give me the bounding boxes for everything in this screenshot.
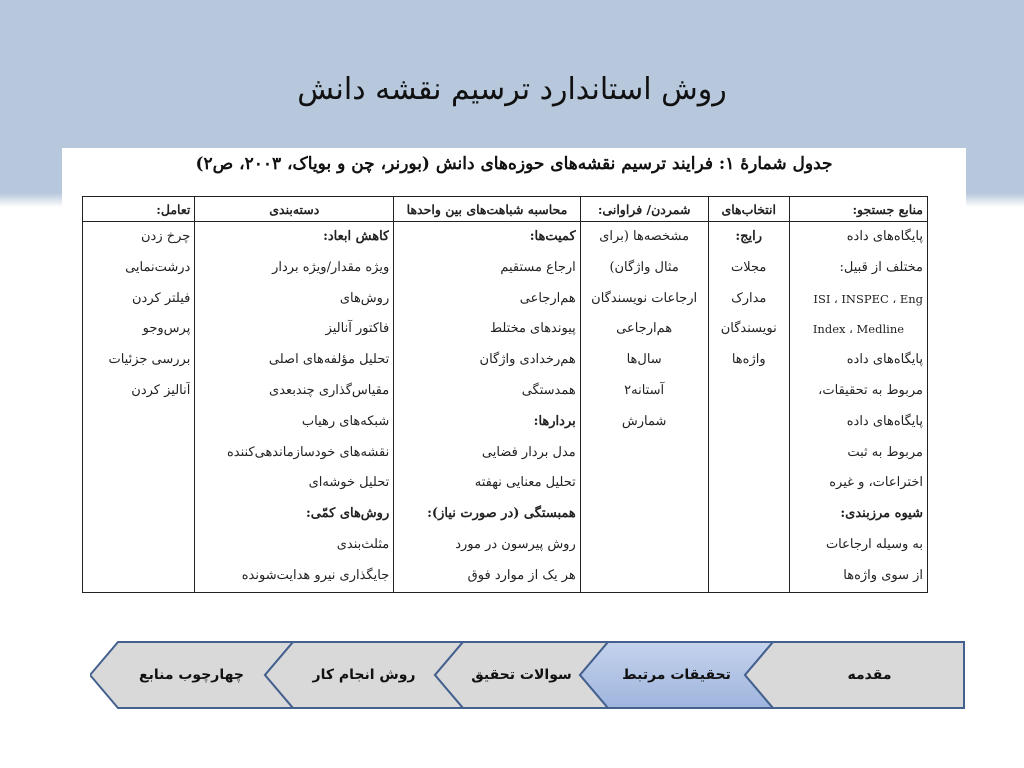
table-cell-line: آستانه۲ [624,382,665,398]
table-cell-line: پرس‌وجو [142,321,191,337]
table-cell-line: ویژه مقدار/ویژه بردار [272,259,390,275]
slide-title: روش استاندارد ترسیم نقشه دانش [297,72,727,107]
table-cell-line: روش‌های [339,290,390,306]
table-cell-line: فیلتر کردن [131,290,191,306]
table-cell-line: ارجاع مستقیم [500,259,576,275]
table-cell-line: مشخصه‌ها (برای [599,229,690,244]
nav-item-related-work[interactable]: تحقیقات مرتبط [622,667,731,683]
table-cell-heading: بردارها: [533,413,576,429]
table-cell-line: بررسی جزئیات [108,352,191,368]
table-cell-line: از سوی واژه‌ها [843,567,923,583]
nav-item-research-questions[interactable]: سوالات تحقیق [471,667,572,683]
table-cell-line: هر یک از موارد فوق [467,567,576,583]
column-classification [195,222,394,593]
table-cell-line: چرخ زدن [141,229,191,244]
table-cell-line: مثال واژگان) [609,259,679,275]
nav-item-sources-framework[interactable]: چهارچوب منابع [139,667,244,683]
column-similarity [394,222,581,593]
table-body-row [83,222,928,593]
column-search-sources [789,222,927,593]
table-cell-line: مختلف از قبیل: [839,259,923,275]
table-cell-line: تحلیل معنایی نهفته [474,475,576,491]
table-cell-heading: روش‌های کمّی: [305,506,390,522]
column-choices [708,222,789,593]
table-cell-line: پایگاه‌های داده [846,229,923,244]
table-cell-line: نقشه‌های خودسازماندهی‌کننده [226,444,390,460]
table-cell-line: ISI ، INSPEC ، Eng [813,291,923,306]
knowledge-map-table [82,196,928,593]
table-cell-line: به وسیله ارجاعات [825,536,923,552]
table-cell-line: پایگاه‌های داده [846,413,923,429]
table-cell-line: آنالیز کردن [131,382,191,398]
table-cell-line: شبکه‌های رهیاب [301,413,390,429]
table-cell-line: ارجاعات نویسندگان [591,290,698,306]
column-counting [580,222,708,593]
header-choices: انتخاب‌های [708,197,789,222]
table-cell-line: اختراعات، و غیره [829,475,923,491]
header-counting: شمردن/ فراوانی: [580,197,708,222]
table-cell-heading: کاهش ابعاد: [323,229,390,244]
column-interaction [83,222,195,593]
table-cell-line: مدل بردار فضایی [481,444,576,460]
table-cell-line: مقیاس‌گذاری چندبعدی [269,382,390,398]
table-cell-line: واژه‌ها [731,352,766,368]
nav-item-introduction[interactable]: مقدمه [847,667,892,683]
header-interaction: تعامل: [83,197,195,222]
table-cell-line: فاکتور آنالیز [325,321,390,337]
table-cell-line: جایگذاری نیرو هدایت‌شونده [241,567,390,583]
header-search-sources: منابع جستجو: [789,197,927,222]
table-cell-line: روش پیرسون در مورد [455,536,576,552]
table-cell-line: درشت‌نمایی [125,259,191,275]
table-cell-line: نویسندگان [720,321,777,337]
table-cell-heading: شیوه مرزبندی: [840,506,923,522]
header-similarity: محاسبه شباهت‌های بین واحدها [394,197,581,222]
table-cell-line: مربوط به تحقیقات، [818,382,923,398]
table-cell-line: شمارش [621,413,667,429]
table-cell-line: تحلیل مؤلفه‌های اصلی [268,352,390,368]
nav-item-methodology[interactable]: روش انجام کار [312,667,416,683]
table-cell-line: Index ، Medline [812,322,905,337]
table-cell-heading: کمیت‌ها: [529,229,576,244]
table-header-row [83,197,928,222]
section-navigation [90,641,966,709]
document-image [62,148,966,600]
table-cell-line: مدارک [731,290,767,306]
table-cell-line: مربوط به ثبت [847,444,923,460]
table-cell-line: سال‌ها [626,352,662,368]
table-cell-line: هم‌رخدادی واژگان [479,352,576,368]
table-cell-line: همدستگی [521,382,576,398]
table-cell-heading: همبستگی (در صورت نیاز): [427,506,576,522]
table-cell-line: مثلث‌بندی [336,536,390,552]
table-caption: جدول شمارهٔ ۱: فرایند ترسیم نقشه‌های حوزه‌های دانش (بورنر، چن و بویاک، ۲۰۰۳، ص۲) [195,154,833,174]
table-cell-line: پیوندهای مختلط [490,321,576,337]
table-cell-line: مجلات [731,259,767,275]
table-cell-line: هم‌ارجاعی [519,290,576,306]
header-classification: دسته‌بندی [195,197,394,222]
table-cell-line: تحلیل خوشه‌ای [308,475,390,491]
table-cell-heading: رایج: [735,229,763,244]
table-cell-line: هم‌ارجاعی [616,321,673,337]
table-cell-line: پایگاه‌های داده [846,352,923,368]
